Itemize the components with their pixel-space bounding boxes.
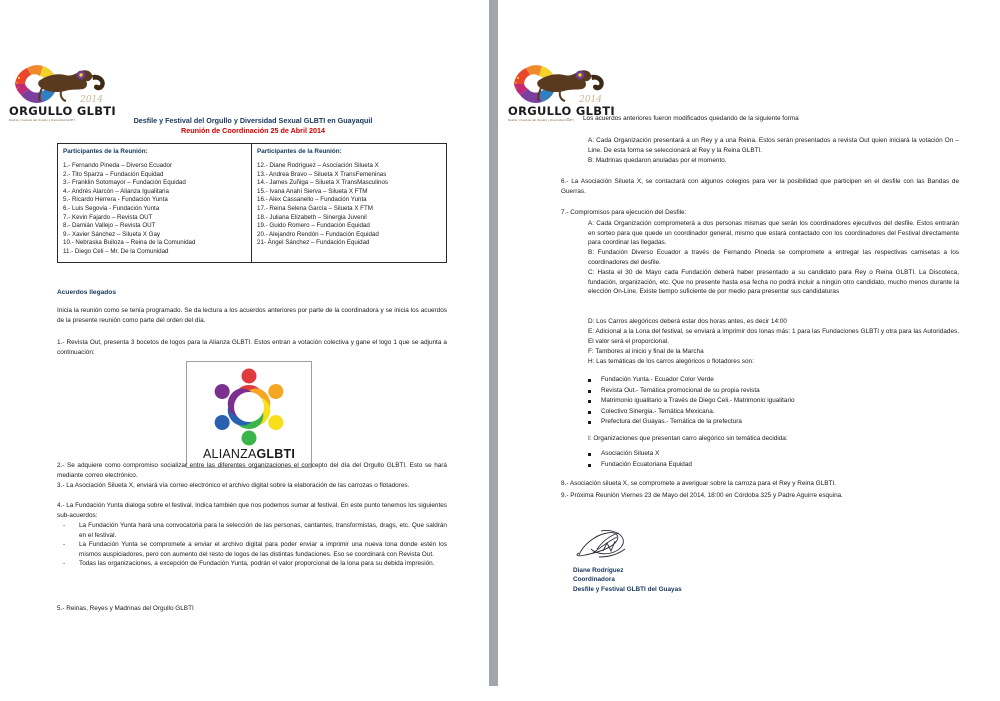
participant-row: 5.- Ricardo Herrera - Fundación Yunta xyxy=(63,196,168,204)
commitment-d: D: Los Carros alegóricos deberá estar dos horas antes, es decir 14:00 xyxy=(588,318,787,325)
agreement-item-4: 4.- La Fundación Yunta dialoga sobre el festival. Indica también que nos podemos sumar al festival. En este punto tenemos los siguientes sub-acuerdos: xyxy=(57,502,447,519)
rainbow-chameleon-icon xyxy=(9,62,113,106)
orgullo-glbti-logo xyxy=(9,62,116,122)
participant-row: 13.- Andrea Bravo – Silueta X TransFemeninas xyxy=(257,170,387,178)
note-i: I: Organizaciones que presentan carro alegórico sin temática decidida: xyxy=(588,435,788,442)
list-item: - Los acuerdos anteriores fueron modificados quedando de la siguiente forma xyxy=(561,114,959,124)
document-page-1 xyxy=(0,0,489,701)
signer-name: Diane Rodríguez xyxy=(573,567,624,574)
logo-year: 2014 xyxy=(579,95,602,105)
participant-row: 8.- Damián Vallejo – Revista OUT xyxy=(63,222,156,230)
participant-row: 9.- Xavier Sánchez – Silueta X Gay xyxy=(63,230,160,238)
agreement-4-sublist xyxy=(57,521,447,569)
commitment-f: F: Tambores al inicio y final de la Marcha xyxy=(588,348,704,355)
logo-year: 2014 xyxy=(80,95,103,105)
rainbow-chameleon-icon xyxy=(508,62,612,106)
logo-tagline: Desfile y Festival del Orgullo y Diversidad GLBTI xyxy=(9,119,75,122)
list-item: - La Fundación Yunta se compromete a enviar el archivo digital para poder enviar a imprimir una nueva lona donde estén los mismos auspiciadores, pero con aumento del resto de logos de las distintas fundaciones. Eso se coordinará con Revista Out. xyxy=(57,540,447,559)
participant-row: 11.- Diego Celi – Mr. De la Comunidad xyxy=(63,247,169,255)
agreement-item-3: 3.- La Asociación Silueta X, enviará vía correo electrónico el archivo digital sobre la elaboración de las carrozas o flotadores. xyxy=(57,482,410,489)
participant-row: 1.- Fernando Pineda – Diverso Ecuador xyxy=(63,162,173,169)
participant-row: 6.- Luis Segovia - Fundación Yunta xyxy=(63,204,160,212)
signature-block xyxy=(573,527,682,594)
circle-of-people-icon xyxy=(199,366,299,448)
participant-row: 2.- Tito Sparza – Fundación Equidad xyxy=(63,170,164,178)
participant-row: 7.- Kevin Fajardo – Revista OUT xyxy=(63,213,153,221)
commitment-h: H: Las temáticas de los carros alegóricos o flotadores son: xyxy=(588,358,754,365)
logo-tagline: Desfile y Festival del Orgullo y Diversidad GLBTI xyxy=(508,119,574,122)
agreements-intro: Inicia la reunión como se tenía programado. Se da lectura a los acuerdos anteriores por parte de la coordinadora y se inicia los acuerdos de la presente reunión como parte del orden del día. xyxy=(57,307,447,324)
note-b: B: Madrinas quedaron anuladas por el momento. xyxy=(588,157,727,164)
list-item: - Todas las organizaciones, a excepción de Fundación Yunta, podrán el valor proporcional de la lona para su debida impresión. xyxy=(57,559,447,569)
page-divider xyxy=(489,0,498,686)
participants-header-right: Participantes de la Reunión: xyxy=(257,148,342,155)
participants-column-left xyxy=(58,144,252,262)
agreement-item-6: 6.- La Asociación Silueta X, se contactará con algunos colegios para ver la posibilidad que participen en el desfile con las Bandas de Guerras. xyxy=(561,178,959,195)
participants-header-left: Participantes de la Reunión: xyxy=(63,148,148,155)
participant-row: 19.- Guido Romero – Fundación Equidad xyxy=(257,222,370,230)
commitment-c: C: Hasta el 30 de Mayo cada Fundación deberá haber presentado a su candidato para Rey o Reina GLBTI. La Discoteca, fundación, organización, etc. Que no presente hasta esa fecha no podrá incluir a ningún otro candidato, mucho menos durante la elección On-Line. Existe tiempo suficiente de por medio para presentar sus candidaturas xyxy=(588,269,959,296)
list-item: Prefectura del Guayas.- Temática de la prefectura xyxy=(561,417,959,428)
page-subtitle: Reunión de Coordinación 25 de Abril 2014 xyxy=(181,126,325,135)
participant-row: 12.- Diane Rodríguez – Asociación Silueta X xyxy=(257,162,379,169)
orgullo-glbti-logo xyxy=(508,62,615,122)
participant-row: 14.- James Zuñiga – Silueta X TransMasculinos xyxy=(257,179,389,187)
participant-row: 17.- Reina Selena García – Silueta X FTM xyxy=(257,204,373,212)
agreement-item-9: 9.- Próxima Reunión Viernes 23 de Mayo del 2014, 18:00 en Córdoba 325 y Padre Aguirre esquina. xyxy=(561,492,843,499)
agreement-item-8: 8.- Asociación silueta X, se compromete a averiguar sobre la carroza para el Rey y Reina GLBTI. xyxy=(561,480,836,487)
document-page-2 xyxy=(498,0,1000,701)
participant-row: 21- Ángel Sánchez – Fundación Equidad xyxy=(257,239,370,247)
page-title: Desfile y Festival del Orgullo y Diversidad Sexual GLBTI en Guayaquil xyxy=(133,116,373,125)
participant-row: 20.- Alejandro Rendón – Fundación Equidad xyxy=(257,230,379,238)
participants-column-right xyxy=(252,144,446,262)
participant-row: 18.- Juliana Elizabeth – Sinergia Juvenil xyxy=(257,213,367,221)
agreement-item-1: 1.- Revista Out, presenta 3 bocetos de logos para la Alianza GLBTI. Estos entran a votación colectiva y gane el logo 1 que se adjunta a continuación: xyxy=(57,339,447,356)
participant-row: 4.- Andrés Alarcón – Alianza Igualitaria xyxy=(63,187,169,195)
note-a: A: Cada Organización presentará a un Rey y a una Reina. Estos serán presentados a revista Out quien iniciará la votación On – Line. De esta forma se seleccionará al Rey y la Reina GLBTI. xyxy=(588,137,959,154)
list-item: Revista Out.- Temática promocional de su propia revista xyxy=(561,386,959,397)
alianza-wordmark xyxy=(187,447,311,461)
commitment-e: E: Adicional a la Lona del festival, se enviará a imprimir dos lonas más: 1 para las Fundaciones GLBTI y otra para las Autoridades. El valor será el proporcional. xyxy=(588,328,959,345)
list-item: Fundación Yunta.- Ecuador Color Verde xyxy=(561,375,959,386)
commitment-a: A: Cada Organización comprometerá a dos personas mismas que serán los coordinadores ejecutivos del desfile. Estos entrarán en sorteo para que quede un coordinador general, mismo que estará contactado con los coordinadores del Festival directamente para coordinar las llegadas. xyxy=(588,220,959,247)
alianza-word-bold: GLBTI xyxy=(256,447,295,461)
list-item: - La Fundación Yunta hará una convocatoria para la selección de las personas, cantantes, transformistas, drags, etc. Que saldrán en el festival. xyxy=(57,521,447,540)
participant-row: 10.- Nebraska Builoza – Reina de la Comunidad xyxy=(63,239,196,247)
logo-wordmark: ORGULLO GLBTI xyxy=(9,104,116,118)
agreements-heading: Acuerdos llegados xyxy=(57,289,116,296)
list-item: Fundación Ecuatoriana Equidad xyxy=(561,460,959,471)
alianza-word-light: ALIANZA xyxy=(203,447,257,461)
list-item: Matrimonio igualitario a Través de Diego Celi.- Matrimonio igualitario xyxy=(561,396,959,407)
undecided-list xyxy=(561,449,959,470)
modified-note-list xyxy=(561,114,959,124)
agreement-item-2: 2.- Se adquiere como compromiso socializar entre las diferentes organizaciones el concepto del día del Orgullo GLBTI. Esto se hará mediante correo electrónico. xyxy=(57,462,447,479)
participants-table xyxy=(57,143,447,263)
signer-org: Desfile y Festival GLBTI del Guayas xyxy=(573,585,682,593)
agreement-item-7: 7.- Compromisos para ejecución del Desfile: xyxy=(561,209,687,216)
participant-row: 3.- Franklin Sotomayor – Fundación Equidad xyxy=(63,179,186,187)
participant-row: 15.- Ivana Anahí Sierva – Silueta X FTM xyxy=(257,187,368,195)
agreement-item-5: 5.- Reinas, Reyes y Madrinas del Orgullo GLBTI xyxy=(57,605,194,612)
list-item: Colectivo Sinergia.- Temática Mexicana. xyxy=(561,407,959,418)
signer-role: Coordinadora xyxy=(573,576,615,584)
participant-row: 16.- Alex Cassanello – Fundación Yunta xyxy=(257,196,367,204)
alianza-glbti-logo xyxy=(186,361,312,468)
logo-wordmark: ORGULLO GLBTI xyxy=(508,104,615,118)
list-item: Asociación Silueta X xyxy=(561,449,959,460)
handwritten-signature-icon xyxy=(573,527,663,565)
themes-list xyxy=(561,375,959,428)
commitment-b: B: Fundación Diverso Ecuador a través de Fernando Pineda se compromete a entregar las respectivas camisetas a los coordinadores del desfile. xyxy=(588,249,959,266)
